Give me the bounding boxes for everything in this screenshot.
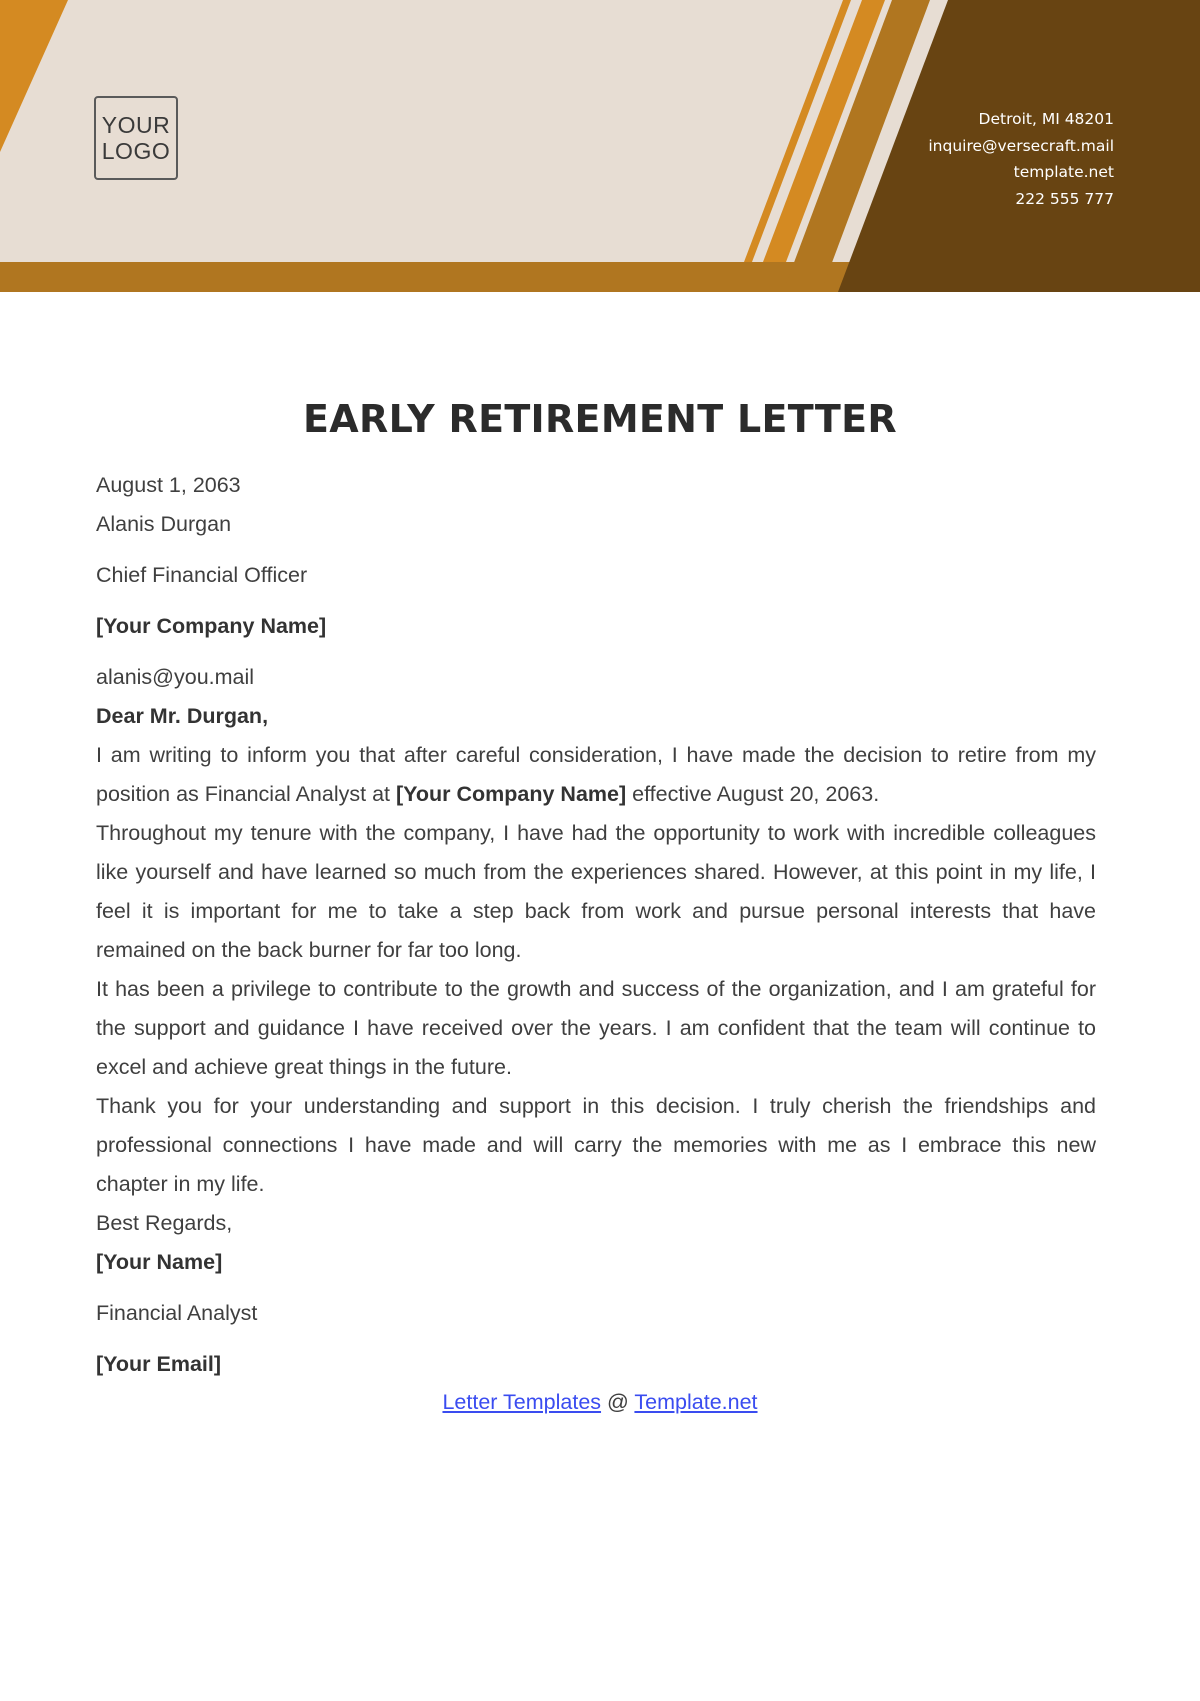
- paragraph-1-end: effective August 20, 2063.: [626, 782, 880, 806]
- page-title: EARLY RETIREMENT LETTER: [303, 397, 897, 441]
- logo-text-line2: LOGO: [101, 138, 171, 164]
- letterhead: [0, 0, 1200, 292]
- contact-phone: 222 555 777: [1015, 189, 1114, 208]
- sender-title: Financial Analyst: [96, 1301, 258, 1325]
- recipient-company: [Your Company Name]: [96, 614, 327, 638]
- sender-email: [Your Email]: [96, 1352, 222, 1376]
- paragraph-1-company: [Your Company Name]: [395, 782, 627, 806]
- sender-name: [Your Name]: [96, 1250, 223, 1274]
- contact-website: template.net: [1013, 163, 1114, 181]
- paragraph-2: Throughout my tenure with the company, I have had the opportunity to work with incredible colleagues like yourself and have learned so much from the experiences shared. However, at this point in my life, I feel it is important for me to take a step back from work and pursue personal interests that have remained on the back burner for far too long.: [96, 821, 1096, 962]
- recipient-name: Alanis Durgan: [96, 512, 232, 536]
- contact-email: inquire@versecraft.mail: [928, 136, 1114, 155]
- footer: [0, 1387, 1200, 1417]
- company-logo: [94, 96, 178, 180]
- letter-body: [96, 466, 1096, 1384]
- recipient-title: Chief Financial Officer: [96, 563, 308, 587]
- template-net-link[interactable]: Template.net: [634, 1390, 758, 1414]
- contact-address: Detroit, MI 48201: [978, 110, 1114, 128]
- paragraph-1: [96, 736, 1096, 814]
- letter-templates-link[interactable]: Letter Templates: [442, 1390, 602, 1414]
- closing: Best Regards,: [96, 1211, 233, 1235]
- logo-text-line1: YOUR: [101, 112, 171, 138]
- contact-info: [928, 106, 1114, 212]
- salutation: Dear Mr. Durgan,: [96, 704, 269, 728]
- paragraph-4: Thank you for your understanding and support in this decision. I truly cherish the friendships and professional connections I have made and will carry the memories with me as I embrace this new chapter in my life.: [96, 1094, 1096, 1196]
- footer-separator: @: [601, 1390, 635, 1414]
- paragraph-3: It has been a privilege to contribute to the growth and success of the organization, and I am grateful for the support and guidance I have received over the years. I am confident that the team will continue to excel and achieve great things in the future.: [96, 977, 1096, 1079]
- letter-date: August 1, 2063: [96, 473, 241, 497]
- recipient-email: alanis@you.mail: [96, 665, 255, 689]
- paragraph-1-text: I am writing to inform you that after careful consideration, I have made the decision to retire from my position as Financial Analyst at: [96, 743, 1096, 806]
